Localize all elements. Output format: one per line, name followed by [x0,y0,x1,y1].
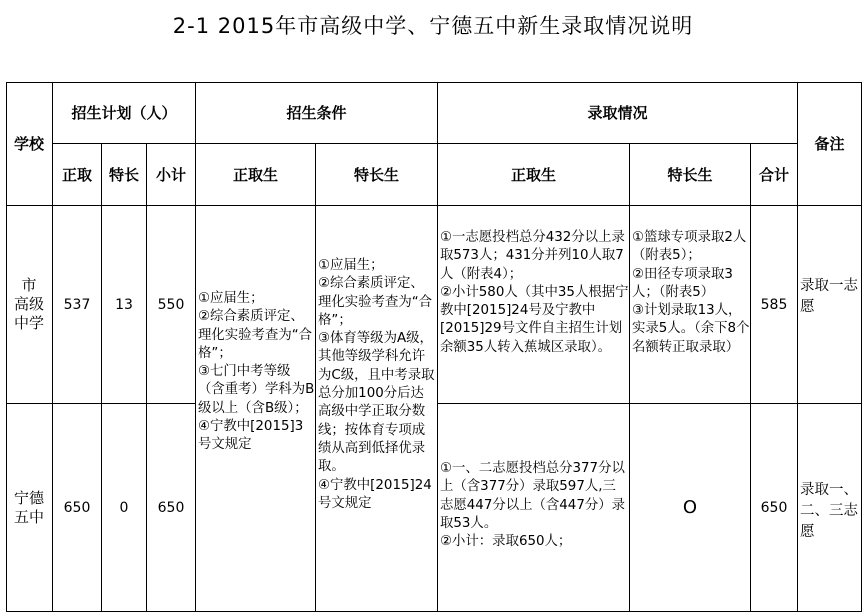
header-condition-special: 特长生 [316,144,438,206]
row2-regular: 650 [53,404,102,612]
header-admission-special: 特长生 [630,144,751,206]
condition-special: ①应届生； ②综合素质评定、理化实验考查为“合格”； ③体育等级为A级，其他等级学科允许为C级，且中考录取总分加100分后达高级中学正取分数线；按体育专项成绩从高到低择优录取。 ④宁教中[2015]24号文规定 [316,206,438,612]
header-conditions: 招生条件 [196,82,438,144]
row2-admission-regular: ①一、二志愿投档总分377分以上（含377分）录取597人,三志愿447分以上（含447分）录取53人。 ②小计：录取650人； [438,404,630,612]
row1-special: 13 [102,206,147,404]
row1-subtotal: 550 [147,206,196,404]
header-admission: 录取情况 [438,82,798,144]
row1-admission-regular: ①一志愿投档总分432分以上录取573人；431分并列10人取7人（附表4）； ②小计580人（其中35人根据宁教中[2015]24号及宁教中[2015]29号文件自主招生计划余额35人转入蕉城区录取）。 [438,206,630,404]
row2-total: 650 [751,404,798,612]
header-school: 学校 [6,82,53,206]
row1-remarks: 录取一志愿 [798,206,862,404]
header-remarks: 备注 [798,82,862,206]
admission-table [6,82,862,612]
row1-school: 市 高级 中学 [6,206,53,404]
row1-total: 585 [751,206,798,404]
row2-remarks: 录取一、二、三志愿 [798,404,862,612]
row1-regular: 537 [53,206,102,404]
row2-admission-special: O [630,404,751,612]
row2-school: 宁德 五中 [6,404,53,612]
header-total: 合计 [751,144,798,206]
header-subtotal: 小计 [147,144,196,206]
header-regular: 正取 [53,144,102,206]
row1-admission-special: ①篮球专项录取2人（附表5）； ②田径专项录取3人；（附表5） ③计划录取13人，实录5人。（余下8个名额转正取录取） [630,206,751,404]
header-admission-regular: 正取生 [438,144,630,206]
header-condition-regular: 正取生 [196,144,316,206]
page-title: 2-1 2015年市高级中学、宁德五中新生录取情况说明 [172,14,694,38]
row2-special: 0 [102,404,147,612]
row2-subtotal: 650 [147,404,196,612]
header-plan: 招生计划（人） [53,82,196,144]
header-special: 特长 [102,144,147,206]
condition-regular: ①应届生； ②综合素质评定、理化实验考查为“合格”； ③七门中考等级（含重考）学科为B级以上（含B级）； ④宁教中[2015]3号文规定 [196,206,316,612]
